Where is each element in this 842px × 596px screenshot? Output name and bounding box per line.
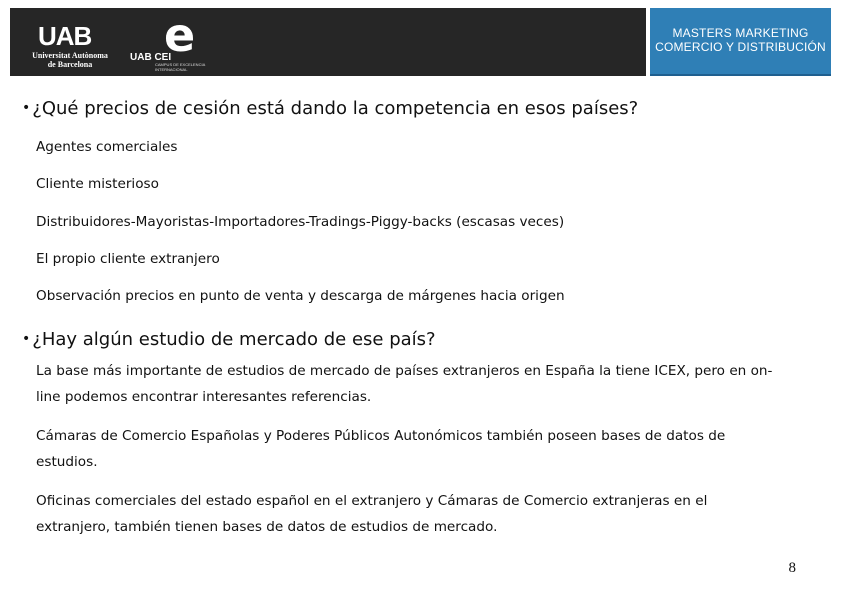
paragraph: Cámaras de Comercio Españolas y Poderes Públicos Autonómicos también poseen bases de datos de estudios. (36, 428, 726, 470)
page-number: 8 (788, 560, 796, 576)
masters-banner (650, 8, 831, 76)
masters-title-line2: COMERCIO Y DISTRIBUCIÓN (655, 40, 826, 54)
cei-e-mark: e (164, 8, 196, 62)
masters-title-line1: MASTERS MARKETING (672, 26, 809, 40)
masters-title (650, 26, 831, 54)
question-market-study (22, 327, 802, 352)
question-text: ¿Qué precios de cesión está dando la competencia en esos países? (32, 98, 639, 119)
uab-logo (24, 22, 124, 72)
list-item: Agentes comerciales (36, 139, 178, 155)
uab-logo-name (24, 51, 116, 69)
slide-content (22, 96, 802, 540)
list-item: Distribuidores-Mayoristas-Importadores-Tradings-Piggy-backs (escasas veces) (36, 214, 565, 230)
header-bar (10, 8, 646, 76)
bullet: • (22, 331, 31, 347)
list-item: Observación precios en punto de venta y descarga de márgenes hacia origen (36, 288, 565, 304)
paragraph: Oficinas comerciales del estado español en el extranjero y Cámaras de Comercio extranjeras en el extranjero, también tienen bases de datos de estudios de mercado. (36, 493, 708, 535)
uab-cei-logo (130, 8, 220, 72)
bullet: • (22, 100, 31, 116)
question-competition-prices (22, 96, 802, 121)
question-text: ¿Hay algún estudio de mercado de ese país? (32, 329, 436, 350)
uab-name-line1: Universitat Autònoma (32, 51, 108, 60)
list-item: El propio cliente extranjero (36, 251, 220, 267)
cei-wordmark: UAB CEI (130, 52, 172, 63)
uab-name-line2: de Barcelona (47, 60, 93, 69)
paragraph: La base más importante de estudios de mercado de países extranjeros en España la tiene ICEX, pero en on-line podemos encontrar interesantes referencias. (36, 363, 773, 405)
cei-subtitle: CAMPUS DE EXCELENCIA INTERNACIONAL (155, 62, 206, 72)
list-item: Cliente misterioso (36, 176, 159, 192)
uab-logo-mark: UAB (38, 21, 92, 51)
